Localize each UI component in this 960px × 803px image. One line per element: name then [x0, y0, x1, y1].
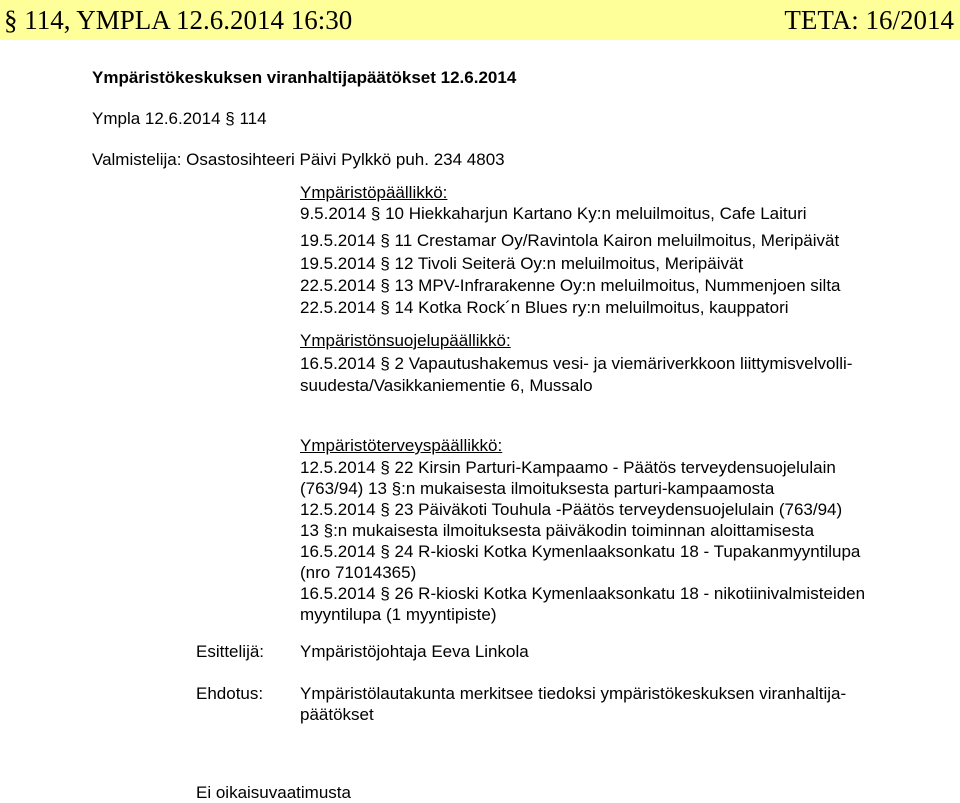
footer-note: Ei oikaisuvaatimusta	[196, 783, 351, 802]
section-heading-ymparistonsuojelupaallikko: Ympäristönsuojelupäällikkö:	[300, 331, 511, 350]
preparer-line: Valmistelija: Osastosihteeri Päivi Pylkkö puh. 234 4803	[92, 150, 505, 169]
proposal-label: Ehdotus:	[196, 684, 264, 703]
list-item: 19.5.2014 § 12 Tivoli Seiterä Oy:n meluilmoitus, Meripäivät	[300, 254, 744, 273]
list-item: 16.5.2014 § 2 Vapautushakemus vesi- ja viemäriverkkoon liittymisvelvolli-	[300, 354, 853, 373]
header-section-ref: § 114, YMPLA 12.6.2014 16:30	[4, 5, 353, 35]
list-item: (763/94) 13 §:n mukaisesta ilmoituksesta parturi-kampaamosta	[300, 479, 775, 498]
list-item: 22.5.2014 § 13 MPV-Infrarakenne Oy:n meluilmoitus, Nummenjoen silta	[300, 276, 841, 295]
presenter-value: Ympäristöjohtaja Eeva Linkola	[300, 642, 529, 661]
list-item: 16.5.2014 § 24 R-kioski Kotka Kymenlaaksonkatu 18 - Tupakanmyyntilupa	[300, 542, 861, 561]
proposal-text: päätökset	[300, 705, 374, 724]
proposal-text: Ympäristölautakunta merkitsee tiedoksi ympäristökeskuksen viranhaltija-	[300, 684, 847, 703]
document-header	[0, 0, 960, 40]
document-subtitle: Ympla 12.6.2014 § 114	[92, 109, 267, 128]
presenter-label: Esittelijä:	[196, 642, 265, 661]
list-item: 12.5.2014 § 22 Kirsin Parturi-Kampaamo - Päätös terveydensuojelulain	[300, 458, 836, 477]
list-item: 19.5.2014 § 11 Crestamar Oy/Ravintola Kairon meluilmoitus, Meripäivät	[300, 231, 840, 250]
section-heading-ymparistopaallikko: Ympäristöpäällikkö:	[300, 183, 448, 202]
list-item: 16.5.2014 § 26 R-kioski Kotka Kymenlaaksonkatu 18 - nikotiinivalmisteiden	[300, 584, 866, 603]
list-item: 12.5.2014 § 23 Päiväkoti Touhula -Päätös terveydensuojelulain (763/94)	[300, 500, 843, 519]
list-item: suudesta/Vasikkaniementie 6, Mussalo	[300, 376, 593, 395]
list-item: (nro 71014365)	[300, 563, 417, 582]
list-item: 22.5.2014 § 14 Kotka Rock´n Blues ry:n meluilmoitus, kauppatori	[300, 298, 789, 317]
document-title: Ympäristökeskuksen viranhaltijapäätökset 12.6.2014	[92, 68, 517, 87]
list-item: 13 §:n mukaisesta ilmoituksesta päiväkodin toiminnan aloittamisesta	[300, 521, 815, 540]
section-heading-ymparistoterveyspaallikko: Ympäristöterveyspäällikkö:	[300, 436, 503, 455]
header-teta-ref: TETA: 16/2014	[784, 5, 954, 35]
list-item: myyntilupa (1 myyntipiste)	[300, 605, 497, 624]
list-item: 9.5.2014 § 10 Hiekkaharjun Kartano Ky:n meluilmoitus, Cafe Laituri	[300, 204, 807, 223]
